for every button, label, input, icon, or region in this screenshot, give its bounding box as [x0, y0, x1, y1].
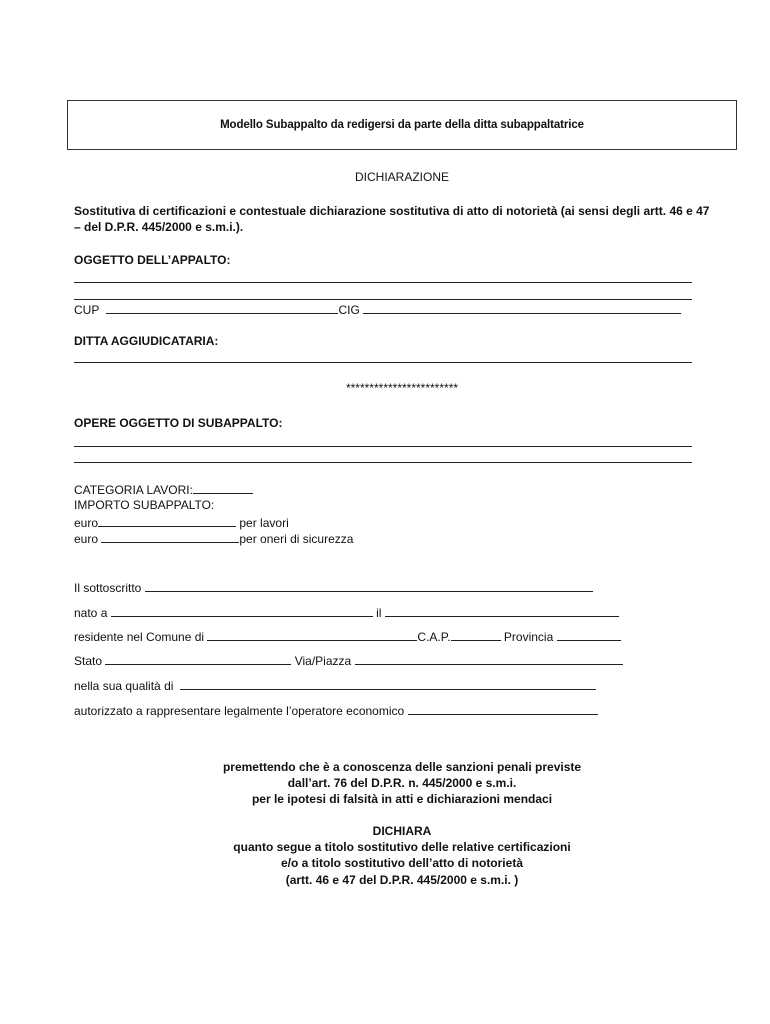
opere-field-2[interactable]	[74, 462, 692, 463]
qualita-field[interactable]	[180, 678, 596, 690]
dichiara-line1: quanto segue a titolo sostitutivo delle relative certificazioni	[233, 840, 571, 854]
provincia-label: Provincia	[503, 630, 554, 644]
ditta-field[interactable]	[74, 362, 692, 363]
categoria-field[interactable]	[193, 482, 253, 494]
via-label: Via/Piazza	[294, 654, 352, 668]
autorizzato-label: autorizzato a rappresentare legalmente l’operatore economico	[74, 704, 405, 718]
separator-stars: ************************	[345, 381, 459, 395]
stato-row	[74, 653, 623, 668]
via-field[interactable]	[355, 653, 623, 665]
comune-field[interactable]	[207, 629, 417, 641]
ditta-label: DITTA AGGIUDICATARIA:	[74, 334, 219, 348]
categoria-row	[74, 482, 253, 497]
per-oneri-label: per oneri di sicurezza	[239, 532, 354, 546]
declaration-subtitle-line2: – del D.P.R. 445/2000 e s.m.i.).	[74, 220, 244, 234]
oggetto-field-2[interactable]	[74, 299, 692, 300]
euro-label-2: euro	[74, 532, 99, 546]
euro-lavori-field[interactable]	[98, 515, 236, 527]
importo-label: IMPORTO SUBAPPALTO:	[74, 498, 215, 512]
nato-label: nato a	[74, 606, 108, 620]
provincia-field[interactable]	[557, 629, 621, 641]
euro-label-1: euro	[74, 516, 99, 530]
declaration-subtitle-line1: Sostitutiva di certificazioni e contestuale dichiarazione sostitutiva di atto di notorietà (ai sensi degli artt. 46 e 47	[74, 204, 710, 218]
data-nascita-field[interactable]	[385, 605, 619, 617]
sottoscritto-row	[74, 580, 593, 595]
sottoscritto-label: Il sottoscritto	[74, 581, 142, 595]
euro-lavori-row	[74, 515, 289, 530]
cup-label: CUP	[74, 303, 100, 317]
sottoscritto-field[interactable]	[145, 580, 593, 592]
cap-label: C.A.P.	[417, 630, 451, 644]
cig-field[interactable]	[363, 302, 681, 314]
euro-oneri-row	[74, 531, 353, 546]
title-box	[67, 100, 737, 150]
il-label: il	[376, 606, 382, 620]
euro-oneri-field[interactable]	[101, 531, 239, 543]
residente-label: residente nel Comune di	[74, 630, 205, 644]
opere-field-1[interactable]	[74, 446, 692, 447]
opere-label: OPERE OGGETTO DI SUBAPPALTO:	[74, 416, 283, 430]
cig-label: CIG	[338, 303, 360, 317]
stato-field[interactable]	[105, 653, 291, 665]
premessa-line3: per le ipotesi di falsità in atti e dichiarazioni mendaci	[251, 792, 553, 806]
categoria-label: CATEGORIA LAVORI:	[74, 483, 193, 497]
qualita-row	[74, 678, 596, 693]
oggetto-label: OGGETTO DELL’APPALTO:	[74, 253, 231, 267]
qualita-label: nella sua qualità di	[74, 679, 174, 693]
declaration-heading: DICHIARAZIONE	[354, 170, 449, 184]
residente-row	[74, 629, 621, 644]
autorizzato-row	[74, 703, 598, 718]
dichiara-line3: (artt. 46 e 47 del D.P.R. 445/2000 e s.m.i. )	[285, 873, 519, 887]
premessa-line1: premettendo che è a conoscenza delle sanzioni penali previste	[222, 760, 582, 774]
nato-row	[74, 605, 619, 620]
stato-label: Stato	[74, 654, 103, 668]
dichiara-heading: DICHIARA	[372, 824, 432, 838]
operatore-field[interactable]	[408, 703, 598, 715]
oggetto-field-1[interactable]	[74, 282, 692, 283]
cup-cig-row	[74, 302, 681, 317]
document-title: Modello Subappalto da redigersi da parte della ditta subappaltatrice	[220, 119, 584, 131]
premessa-line2: dall’art. 76 del D.P.R. n. 445/2000 e s.m.i.	[287, 776, 517, 790]
dichiara-line2: e/o a titolo sostitutivo dell’atto di notorietà	[280, 856, 523, 870]
per-lavori-label: per lavori	[239, 516, 289, 530]
cup-field[interactable]	[106, 302, 338, 314]
cap-field[interactable]	[451, 629, 501, 641]
nato-field[interactable]	[111, 605, 373, 617]
